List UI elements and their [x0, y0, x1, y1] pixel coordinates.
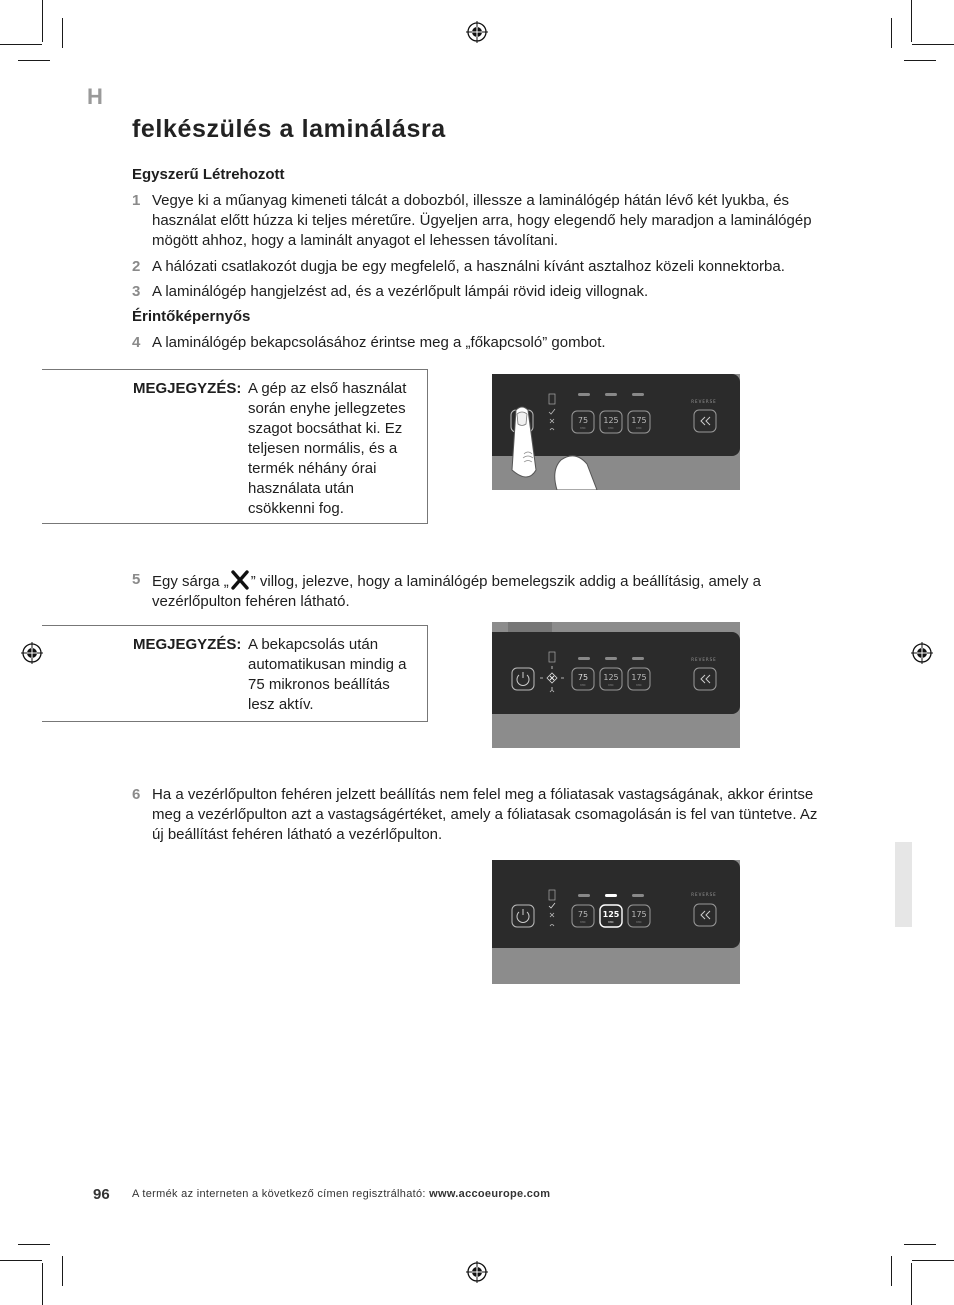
note-label: MEGJEGYZÉS: — [133, 636, 242, 653]
footer-text: A termék az interneten a következő címen regisztrálható: — [132, 1188, 430, 1200]
panel-unit: MIC — [636, 920, 642, 924]
note-box — [42, 369, 428, 524]
crop-mark — [912, 1260, 954, 1261]
crop-mark — [904, 60, 936, 61]
panel-value: 175 — [631, 673, 647, 682]
panel-value: 125 — [602, 910, 620, 919]
page-number: 96 — [93, 1186, 110, 1203]
note-label: MEGJEGYZÉS: — [133, 380, 242, 397]
panel-value: 125 — [603, 416, 619, 425]
warming-x-icon — [229, 570, 251, 590]
note-box — [42, 625, 428, 722]
step-text: A laminálógép bekapcsolásához érintse meg a „főkapcsoló” gombot. — [152, 334, 606, 351]
panel-unit: MIC — [636, 426, 642, 430]
panel-reverse-label: REVERSE — [691, 399, 717, 404]
footer-url-link[interactable]: www.accoeurope.com — [429, 1188, 551, 1200]
panel-value: 175 — [631, 416, 647, 425]
panel-unit: MIC — [580, 426, 586, 430]
panel-unit: MIC — [636, 683, 642, 687]
step-number: 2 — [132, 258, 141, 275]
crop-mark — [18, 1244, 50, 1245]
step-number: 1 — [132, 192, 141, 209]
laminator-panel-125-selected-illustration — [492, 860, 740, 984]
panel-reverse-label: REVERSE — [691, 657, 717, 662]
panel-value: 75 — [577, 673, 589, 682]
panel-value: 75 — [577, 910, 589, 919]
step-text-part: Egy sárga „ — [152, 573, 229, 590]
side-tab — [895, 842, 912, 927]
crop-mark — [912, 44, 954, 45]
laminator-panel-power-press-illustration — [492, 374, 740, 490]
step-number: 6 — [132, 786, 141, 803]
step-number: 4 — [132, 334, 141, 351]
crop-mark — [62, 1256, 63, 1286]
step-number: 3 — [132, 283, 141, 300]
page-title: felkészülés a laminálásra — [132, 115, 446, 143]
registration-mark-icon — [466, 21, 488, 43]
step-text: A laminálógép hangjelzést ad, és a vezérlőpult lámpái rövid ideig villognak. — [152, 283, 649, 300]
panel-unit: MIC — [580, 920, 586, 924]
crop-mark — [0, 1260, 42, 1261]
step-text-part: ” villog, jelezve, hogy a laminálógép bemelegszik addig a beállításig, amely a vezérlőpulton fehéren látható. — [152, 573, 761, 610]
crop-mark — [42, 0, 43, 42]
panel-unit: MIC — [608, 426, 614, 430]
registration-mark-icon — [466, 1261, 488, 1283]
crop-mark — [18, 60, 50, 61]
laminator-panel-warming-illustration — [492, 622, 740, 748]
panel-unit: MIC — [608, 683, 614, 687]
crop-mark — [904, 1244, 936, 1245]
crop-mark — [0, 44, 42, 45]
crop-mark — [891, 18, 892, 48]
panel-unit: MIC — [580, 683, 586, 687]
note-text: A gép az első használat során enyhe jellegzetes szagot bocsáthat ki. Ez teljesen normális, és a termék néhány órai használata után csökkenni fog. — [248, 380, 407, 517]
crop-mark — [42, 1263, 43, 1305]
panel-unit: MIC — [608, 920, 614, 924]
registration-mark-icon — [21, 642, 43, 664]
registration-mark-icon — [911, 642, 933, 664]
step-text: Vegye ki a műanyag kimeneti tálcát a dobozból, illessze a laminálógép hátán lévő két lyukba, és használat előtt húzza ki teljes méretűre. Ügyeljen arra, hogy elegendő hely maradjon a laminálógép mögött ahhoz, hogy a laminált anyagot el lehessen távolítani. — [152, 192, 812, 249]
panel-reverse-label: REVERSE — [691, 892, 717, 897]
note-text: A bekapcsolás után automatikusan mindig a 75 mikronos beállítás lesz aktív. — [248, 636, 407, 713]
step-text: Ha a vezérlőpulton fehéren jelzett beállítás nem felel meg a fóliatasak vastagságának, akkor érintse meg a vezérlőpulton azt a vastagságértéket, amely a fóliatasak csomagolásán is fel van tüntetve. Az új beállítást fehéren látható a vezérlőpulton. — [152, 786, 818, 843]
panel-value: 75 — [577, 416, 589, 425]
crop-mark — [911, 0, 912, 42]
step-text: A hálózati csatlakozót dugja be egy megfelelő, a használni kívánt asztalhoz közeli konnektorba. — [152, 258, 785, 275]
crop-mark — [62, 18, 63, 48]
crop-mark — [911, 1263, 912, 1305]
panel-value: 175 — [631, 910, 647, 919]
step-text — [152, 570, 822, 612]
language-marker: H — [87, 84, 103, 109]
footer-registration-text — [132, 1188, 550, 1200]
crop-mark — [891, 1256, 892, 1286]
section-heading: Egyszerű Létrehozott — [132, 166, 285, 183]
panel-value: 125 — [603, 673, 619, 682]
step-number: 5 — [132, 571, 141, 588]
section-heading: Érintőképernyős — [132, 308, 251, 325]
